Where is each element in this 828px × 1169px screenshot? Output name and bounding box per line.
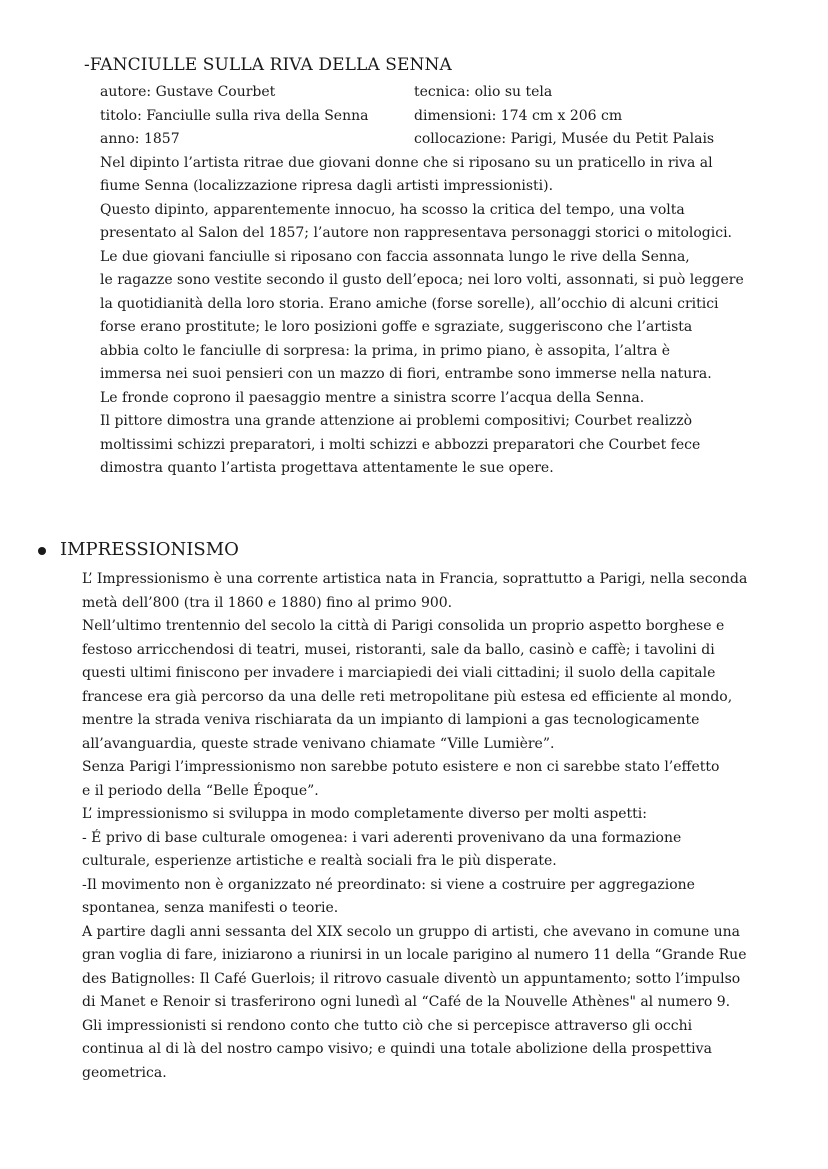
meta-collocazione: collocazione: Parigi, Musée du Petit Palais xyxy=(414,131,715,147)
meta-titolo: titolo: Fanciulle sulla riva della Senna xyxy=(100,107,369,124)
paragraph-line: forse erano prostitute; le loro posizioni goffe e sgraziate, suggeriscono che l’artista xyxy=(100,319,693,335)
paragraph-line: Il pittore dimostra una grande attenzione ai problemi compositivi; Courbet realizzò xyxy=(100,413,693,429)
paragraph-line: moltissimi schizzi preparatori, i molti schizzi e abbozzi preparatori che Courbet fece xyxy=(100,436,701,453)
section-heading-fanciulle: -FANCIULLE SULLA RIVA DELLA SENNA xyxy=(84,55,452,75)
meta-anno: anno: 1857 xyxy=(100,131,180,147)
paragraph-line: all’avanguardia, queste strade venivano chiamate “Ville Lumière”. xyxy=(82,735,555,752)
paragraph-line: Nel dipinto l’artista ritrae due giovani donne che si riposano su un praticello in riva al xyxy=(100,154,713,171)
section-body-impressionismo xyxy=(82,568,802,1085)
section-heading-text: IMPRESSIONISMO xyxy=(60,539,239,560)
paragraph-line: L’ Impressionismo è una corrente artistica nata in Francia, soprattutto a Parigi, nella seconda xyxy=(82,571,748,587)
paragraph-line: continua al di là del nostro campo visivo; e quindi una totale abolizione della prospettiva xyxy=(82,1041,712,1057)
paragraph-line: geometrica. xyxy=(82,1064,167,1081)
section-body-fanciulle xyxy=(100,81,800,481)
paragraph-line: metà dell’800 (tra il 1860 e 1880) fino al primo 900. xyxy=(82,594,453,611)
paragraph-line: - É privo di base culturale omogenea: i vari aderenti provenivano da una formazione xyxy=(82,829,682,846)
paragraph-line: immersa nei suoi pensieri con un mazzo di fiori, entrambe sono immerse nella natura. xyxy=(100,366,712,382)
paragraph-line: des Batignolles: Il Café Guerlois; il ritrovo casuale diventò un appuntamento; sotto l’impulso xyxy=(82,970,741,987)
paragraph-line: -Il movimento non è organizzato né preordinato: si viene a costruire per aggregazione xyxy=(82,876,695,893)
paragraph-line: mentre la strada veniva rischiarata da un impianto di lampioni a gas tecnologicamente xyxy=(82,712,700,728)
paragraph-line: Le due giovani fanciulle si riposano con faccia assonnata lungo le rive della Senna, xyxy=(100,248,690,265)
section-heading-impressionismo xyxy=(38,539,239,560)
paragraph-line: culturale, esperienze artistiche e realtà sociali fra le più disperate. xyxy=(82,853,557,869)
paragraph-line: gran voglia di fare, iniziarono a riunirsi in un locale parigino al numero 11 della “Grande Rue xyxy=(82,947,747,963)
paragraph-line: A partire dagli anni sessanta del XIX secolo un gruppo di artisti, che avevano in comune una xyxy=(82,923,740,940)
paragraph-line: Gli impressionisti si rendono conto che tutto ciò che si percepisce attraverso gli occhi xyxy=(82,1017,693,1034)
paragraph-line: Le fronde coprono il paesaggio mentre a sinistra scorre l’acqua della Senna. xyxy=(100,389,645,406)
paragraph-line: di Manet e Renoir si trasferirono ogni lunedì al “Café de la Nouvelle Athènes" al numero 9. xyxy=(82,994,731,1010)
paragraph-line: le ragazze sono vestite secondo il gusto dell’epoca; nei loro volti, assonnati, si può leggere xyxy=(100,272,744,288)
paragraph-line: fiume Senna (localizzazione ripresa dagli artisti impressionisti). xyxy=(100,178,554,194)
paragraph-line: abbia colto le fanciulle di sorpresa: la prima, in primo piano, è assopita, l’altra è xyxy=(100,342,671,359)
paragraph-line: presentato al Salon del 1857; l’autore non rappresentava personaggi storici o mitologici. xyxy=(100,225,732,241)
bullet-icon xyxy=(38,547,46,555)
meta-tecnica: tecnica: olio su tela xyxy=(414,84,553,100)
artwork-metadata xyxy=(100,81,800,152)
paragraph-line: francese era già percorso da una delle reti metropolitane più estesa ed efficiente al mondo, xyxy=(82,688,733,705)
paragraph-line: la quotidianità della loro storia. Erano amiche (forse sorelle), all’occhio di alcuni critici xyxy=(100,295,719,312)
paragraph-line: Senza Parigi l’impressionismo non sarebbe potuto esistere e non ci sarebbe stato l’effetto xyxy=(82,759,720,775)
paragraph-line: Nell’ultimo trentennio del secolo la città di Parigi consolida un proprio aspetto borghese e xyxy=(82,618,725,634)
paragraph-line: Questo dipinto, apparentemente innocuo, ha scosso la critica del tempo, una volta xyxy=(100,201,685,218)
meta-autore: autore: Gustave Courbet xyxy=(100,84,276,100)
paragraph-line: dimostra quanto l’artista progettava attentamente le sue opere. xyxy=(100,460,554,476)
paragraph-line: festoso arricchendosi di teatri, musei, ristoranti, sale da ballo, casinò e caffè; i tavolini di xyxy=(82,641,715,658)
paragraph-line: L’ impressionismo si sviluppa in modo completamente diverso per molti aspetti: xyxy=(82,806,647,822)
paragraph-line: spontanea, senza manifesti o teorie. xyxy=(82,900,339,916)
meta-dimensioni: dimensioni: 174 cm x 206 cm xyxy=(414,107,623,124)
paragraph-line: e il periodo della “Belle Époque”. xyxy=(82,782,319,799)
paragraph-line: questi ultimi finiscono per invadere i marciapiedi dei viali cittadini; il suolo della capitale xyxy=(82,665,716,681)
